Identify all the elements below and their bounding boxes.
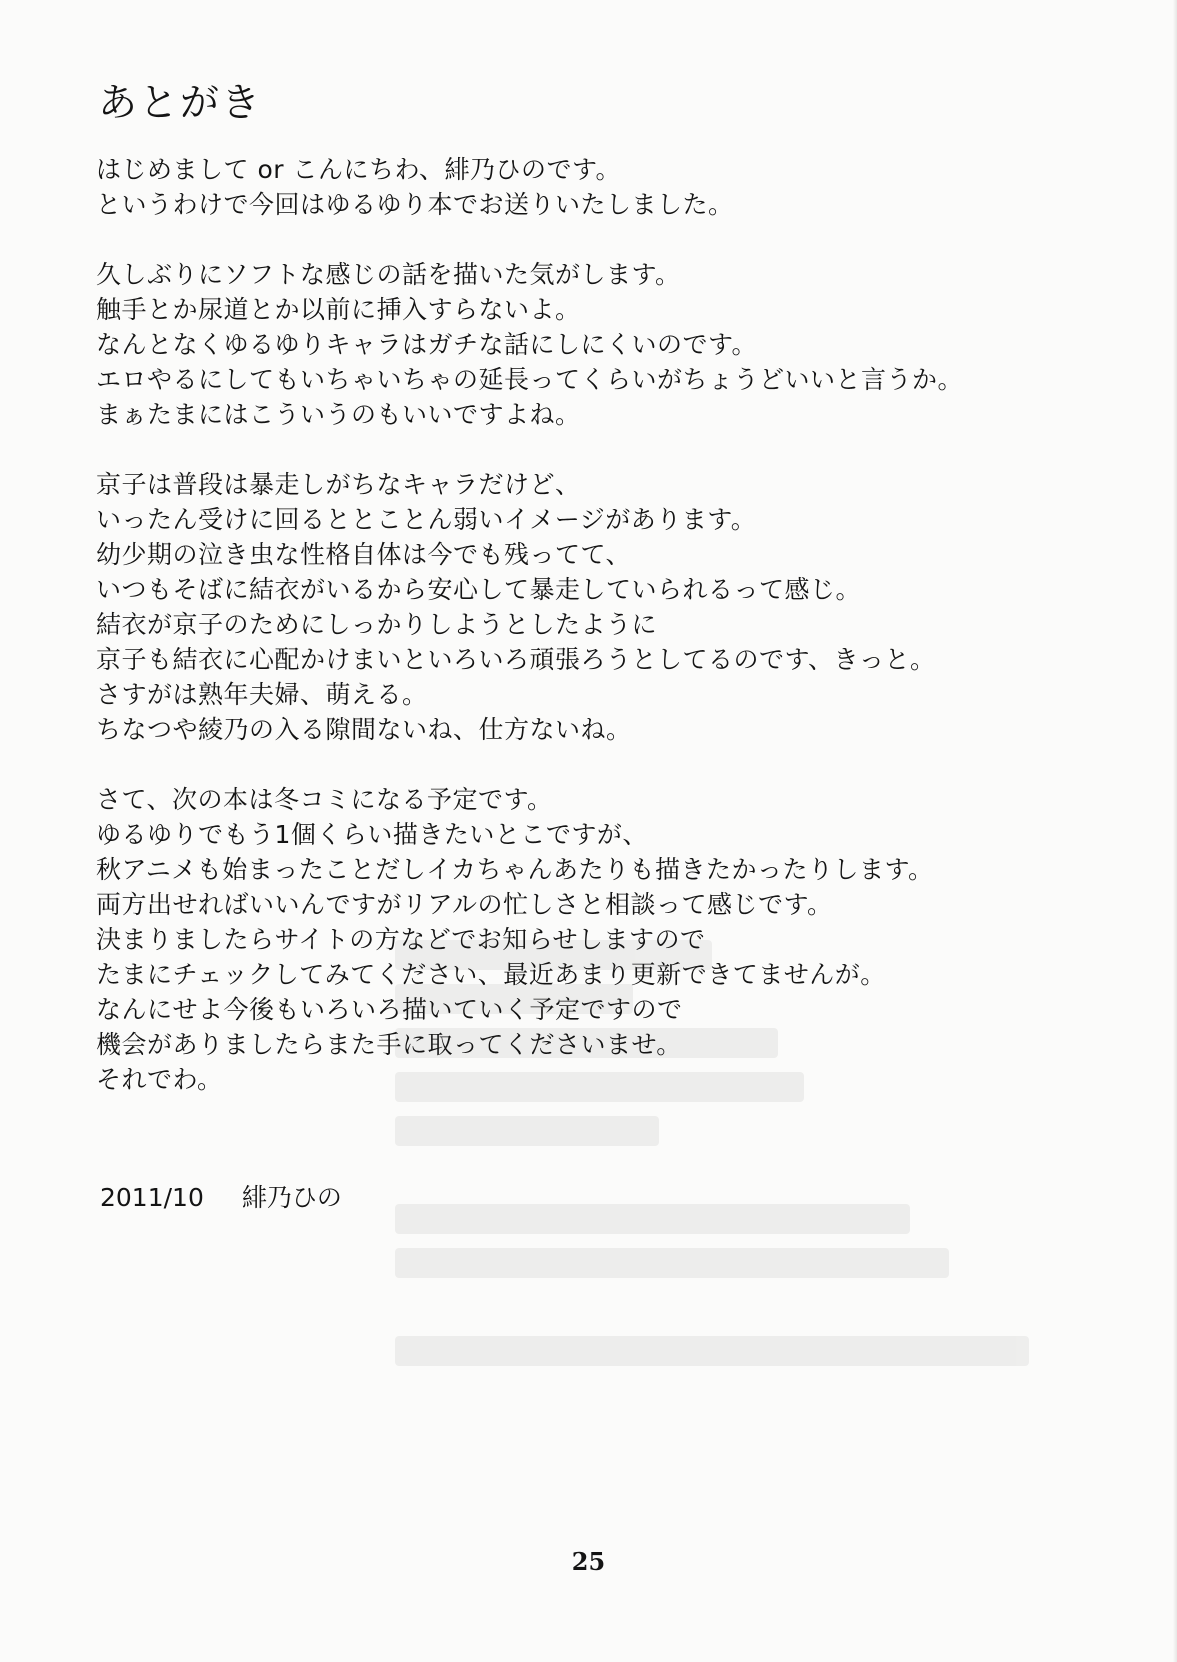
text-line: なんとなくゆるゆりキャラはガチな話にしにくいのです。 [96, 330, 758, 359]
text-line: まぁたまにはこういうのもいいですよね。 [96, 400, 581, 429]
page-title: あとがき [98, 81, 263, 126]
text-line: いったん受けに回るととことん弱いイメージがあります。 [96, 505, 757, 534]
text-line: 結衣が京子のためにしっかりしようとしたように [96, 610, 658, 639]
text-line: いつもそばに結衣がいるから安心して暴走していられるって感じ。 [96, 575, 862, 604]
afterword-body [96, 152, 1116, 1097]
page-edge [1173, 0, 1177, 1662]
text-line: ゆるゆりでもう1個くらい描きたいとこですが、 [96, 820, 648, 849]
text-line: というわけで今回はゆるゆり本でお送りいたしました。 [96, 190, 734, 219]
text-line: 京子は普段は暴走しがちなキャラだけど、 [96, 470, 581, 499]
text-line: エロやるにしてもいちゃいちゃの延長ってくらいがちょうどいいと言うか。 [96, 365, 964, 394]
text-line: はじめまして or こんにちわ、緋乃ひのです。 [96, 155, 621, 184]
text-line: 久しぶりにソフトな感じの話を描いた気がします。 [96, 260, 681, 289]
signature-name: 緋乃ひの [241, 1183, 342, 1212]
signature-date: 2011/10 [100, 1183, 204, 1212]
paragraph-break [96, 432, 1116, 467]
text-line: さすがは熟年夫婦、萌える。 [96, 680, 428, 709]
text-line: 触手とか尿道とか以前に挿入すらないよ。 [96, 295, 581, 324]
paragraph-break [96, 747, 1116, 782]
text-line: さて、次の本は冬コミになる予定です。 [96, 785, 553, 814]
text-line: 両方出せればいいんですがリアルの忙しさと相談って感じです。 [96, 890, 833, 919]
text-line: 秋アニメも始まったことだしイカちゃんあたりも描きたかったりします。 [96, 855, 934, 884]
signature [100, 1180, 342, 1215]
text-line: それでわ。 [96, 1065, 223, 1094]
text-line: ちなつや綾乃の入る隙間ないね、仕方ないね。 [96, 715, 632, 744]
text-line: 京子も結衣に心配かけまいといろいろ頑張ろうとしてるのです、きっと。 [96, 645, 936, 674]
text-line: たまにチェックしてみてください、最近あまり更新できてませんが。 [96, 960, 886, 989]
page-number: 25 [571, 1547, 606, 1576]
paragraph-break [96, 222, 1116, 257]
text-line: 幼少期の泣き虫な性格自体は今でも残ってて、 [96, 540, 632, 569]
text-line: 機会がありましたらまた手に取ってくださいませ。 [96, 1030, 682, 1059]
text-line: なんにせよ今後もいろいろ描いていく予定ですので [96, 995, 683, 1024]
text-line: 決まりましたらサイトの方などでお知らせしますので [96, 925, 706, 954]
